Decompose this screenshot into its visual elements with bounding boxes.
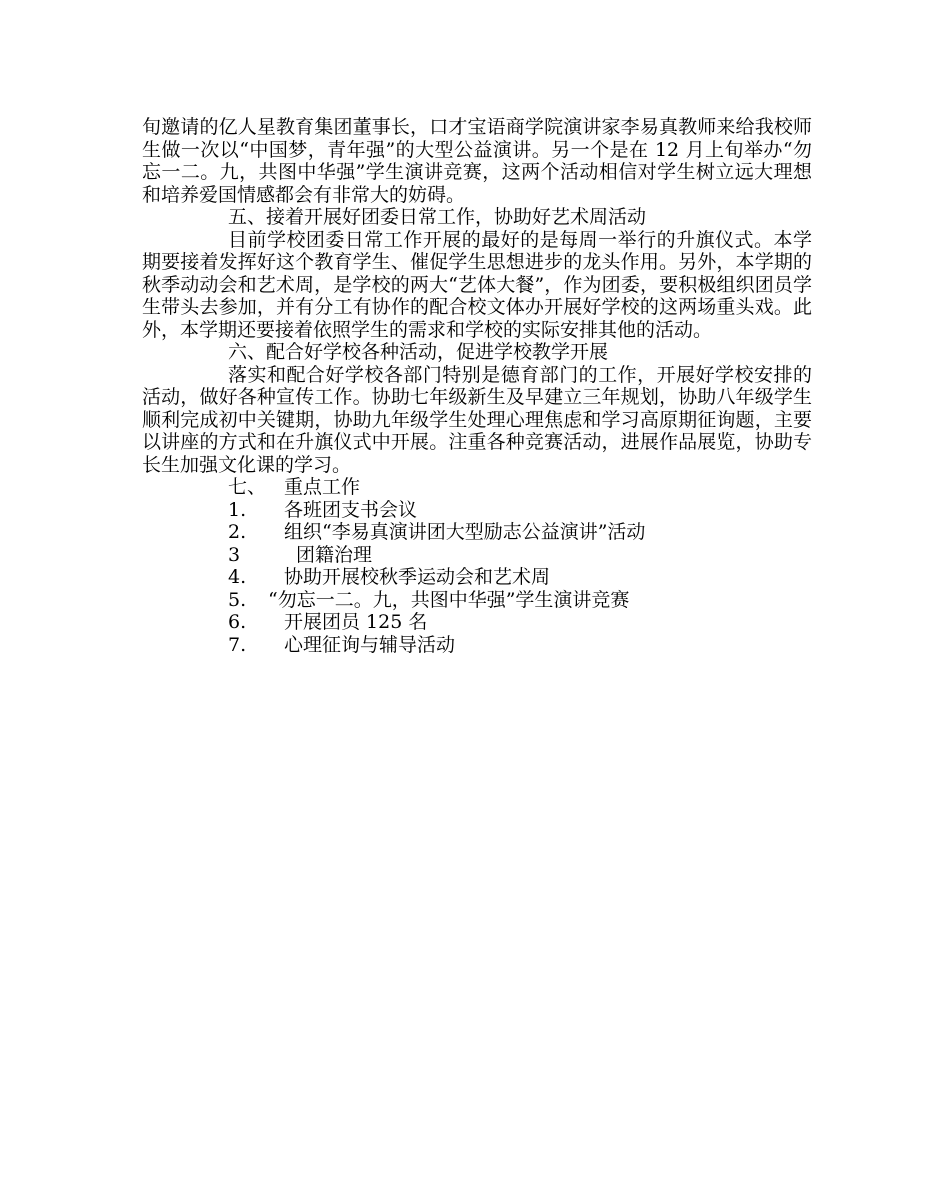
list-item xyxy=(142,634,812,657)
key-work-list xyxy=(142,499,812,657)
list-item xyxy=(142,589,812,612)
list-item-number: 7. xyxy=(228,633,247,656)
list-item-text: 开展团员 125 名 xyxy=(284,611,428,633)
list-item xyxy=(142,544,812,567)
list-item xyxy=(142,499,812,522)
list-item-text: “勿忘一二。九，共图中华强”学生演讲竞赛 xyxy=(268,588,630,611)
paragraph-speech-events: 旬邀请的亿人星教育集团董事长，口才宝语商学院演讲家李易真教师来给我校师生做一次以“中国梦，青年强”的大型公益演讲。另一个是在 12 月上旬举办“勿忘一二。九，共图中华强”学生演讲竞赛，这两个活动相信对学生树立远大理想和培养爱国情感都会有非常大的妨碍。 xyxy=(142,116,812,206)
section-heading-seven xyxy=(142,476,812,499)
list-item-number: 4. xyxy=(228,566,247,588)
paragraph-cooperation: 落实和配合好学校各部门特别是德育部门的工作，开展好学校安排的活动，做好各种宣传工作。协助七年级新生及早建立三年规划，协助八年级学生顺利完成初中关键期，协助九年级学生处理心理焦虑和学习高原期征询题，主要以讲座的方式和在升旗仪式中开展。注重各种竞赛活动，进展作品展览，协助专长生加强文化课的学习。 xyxy=(142,363,812,476)
list-item-number: 1. xyxy=(228,498,247,521)
list-item-text: 协助开展校秋季运动会和艺术周 xyxy=(284,566,551,588)
list-item-text: 组织“李易真演讲团大型励志公益演讲”活动 xyxy=(284,521,646,543)
document-body xyxy=(142,116,812,656)
section-heading-five: 五、接着开展好团委日常工作，协助好艺术周活动 xyxy=(228,206,647,228)
list-item-number: 6. xyxy=(228,611,247,633)
list-item-text: 各班团支书会议 xyxy=(284,498,418,521)
list-item xyxy=(142,611,812,634)
section-heading-seven-number: 七、 xyxy=(228,476,267,498)
list-item-number: 2. xyxy=(228,521,247,543)
list-item xyxy=(142,521,812,544)
list-item-number: 3 xyxy=(228,543,241,566)
paragraph-daily-work: 目前学校团委日常工作开展的最好的是每周一举行的升旗仪式。本学期要接着发挥好这个教育学生、催促学生思想进步的龙头作用。另外，本学期的秋季动动会和艺术周，是学校的两大“艺体大餐”，作为团委，要积极组织团员学生带头去参加，并有分工有协作的配合校文体办开展好学校的这两场重头戏。此外，本学期还要接着依照学生的需求和学校的实际安排其他的活动。 xyxy=(142,228,812,341)
list-item-text: 心理征询与辅导活动 xyxy=(284,633,456,656)
section-heading-six: 六、配合好学校各种活动，促进学校教学开展 xyxy=(228,341,609,363)
section-heading-seven-text: 重点工作 xyxy=(284,476,361,498)
list-item xyxy=(142,566,812,589)
list-item-number: 5. xyxy=(228,588,247,611)
list-item-text: 团籍治理 xyxy=(296,543,373,566)
